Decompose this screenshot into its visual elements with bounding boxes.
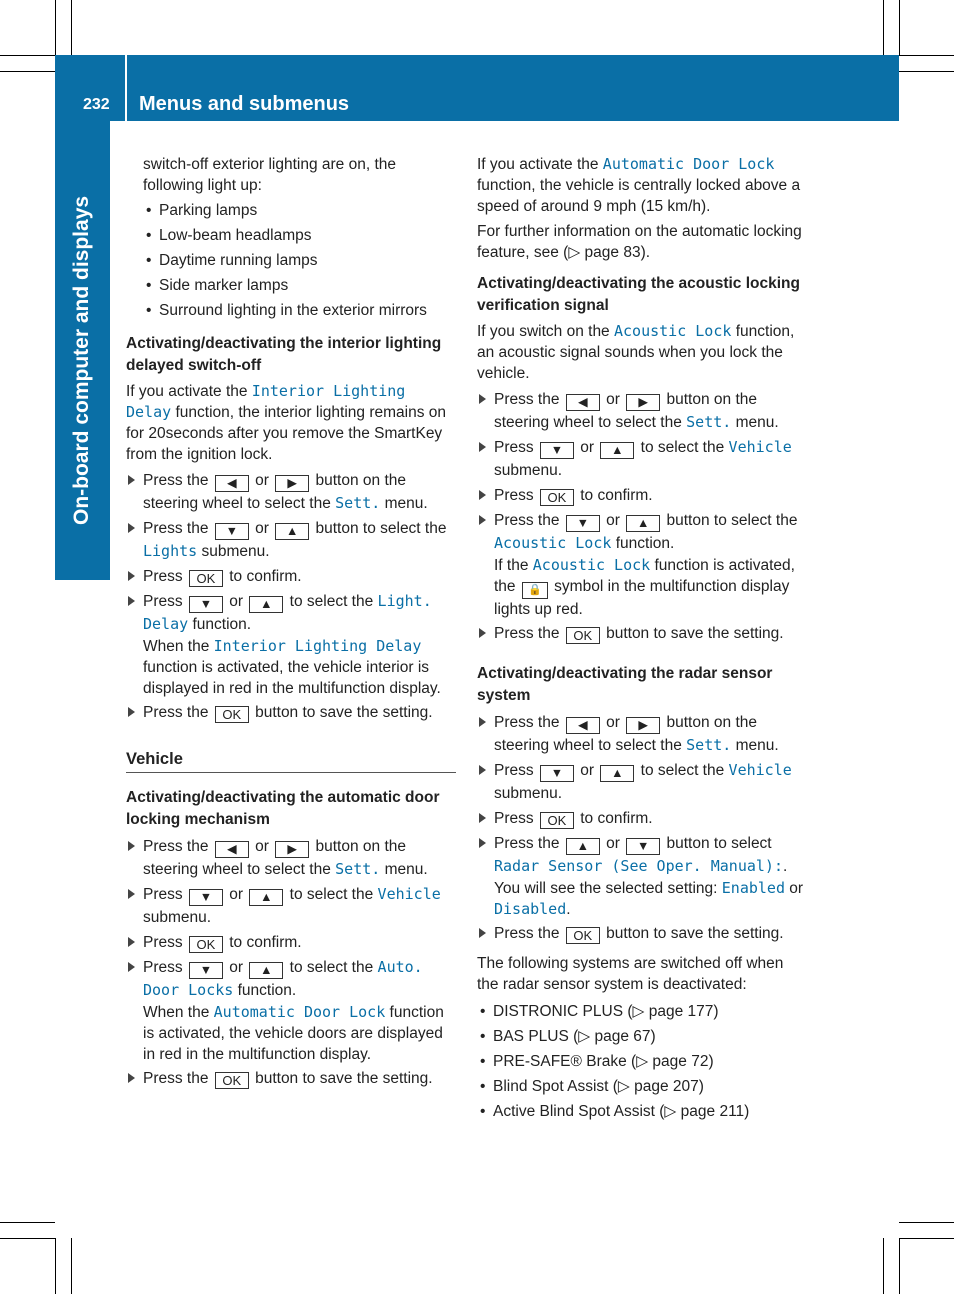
chapter-label: On-board computer and displays (70, 195, 93, 525)
menu-term: Automatic Door Lock (213, 1003, 386, 1021)
subsection-heading: Activating/deactivating the radar sensor system (477, 665, 773, 704)
instruction-step: Press ▼ or ▲ to select the Vehicle submenu. (477, 759, 809, 805)
paragraph: If you activate the Automatic Door Lock function, the vehicle is centrally locked above a speed of around 9 mph (15 km/h). (477, 155, 801, 215)
ok-key-icon: OK (189, 570, 223, 587)
list-item: • Low-beam headlamps (143, 223, 456, 248)
menu-term: Sett. (335, 494, 381, 512)
intro-text: switch-off exterior lighting are on, the following light up: (143, 156, 397, 194)
up-key-icon: ▲ (600, 442, 634, 459)
left-column (126, 154, 456, 1092)
down-key-icon: ▼ (540, 765, 574, 782)
left-key-icon: ◀ (215, 475, 249, 492)
instruction-step: Press OK to confirm. (126, 931, 456, 954)
up-key-icon: ▲ (600, 765, 634, 782)
down-key-icon: ▼ (540, 442, 574, 459)
step-arrow-icon (479, 765, 486, 775)
step-arrow-icon (479, 717, 486, 727)
crop-mark (55, 1238, 56, 1294)
menu-term: Acoustic Lock (532, 556, 651, 574)
step-arrow-icon (479, 838, 486, 848)
step-arrow-icon (128, 889, 135, 899)
instruction-step: Press the ◀ or ▶ button on the steering wheel to select the Sett. menu. (477, 711, 809, 757)
crop-mark (0, 1238, 55, 1239)
crop-mark (899, 1238, 954, 1239)
step-arrow-icon (128, 475, 135, 485)
paragraph: The following systems are switched off when the radar sensor system is deactivated: (477, 955, 784, 993)
instruction-step: Press OK to confirm. (477, 484, 809, 507)
menu-term: Automatic Door Lock (602, 155, 775, 173)
instruction-step: Press the OK button to save the setting. (126, 701, 456, 724)
instruction-step: Press the ◀ or ▶ button on the steering wheel to select the Sett. menu. (477, 388, 809, 434)
crop-mark (71, 0, 72, 55)
menu-term: Vehicle (728, 438, 792, 456)
section-heading: Vehicle (126, 748, 456, 773)
step-arrow-icon (128, 596, 135, 606)
instruction-step: Press ▼ or ▲ to select the Light. Delay function. When the Interior Lighting Delay function is activated, the vehicle interior is displayed in red in the multifunction display. (126, 590, 456, 699)
lights-list (143, 198, 456, 323)
up-key-icon: ▲ (249, 962, 283, 979)
crop-mark (71, 1238, 72, 1294)
step-arrow-icon (479, 928, 486, 938)
step-arrow-icon (479, 628, 486, 638)
up-key-icon: ▲ (249, 889, 283, 906)
instruction-step: Press ▼ or ▲ to select the Vehicle submenu. (477, 436, 809, 482)
list-item: • Daytime running lamps (143, 248, 456, 273)
step-arrow-icon (479, 813, 486, 823)
instruction-step: Press ▼ or ▲ to select the Vehicle submenu. (126, 883, 456, 929)
crop-mark (883, 0, 884, 55)
menu-term: Acoustic Lock (614, 322, 732, 340)
step-arrow-icon (128, 523, 135, 533)
step-arrow-icon (479, 442, 486, 452)
step-note: When the Automatic Door Lock function is activated, the vehicle doors are displayed in red in the multifunction display. (143, 1003, 444, 1063)
paragraph: For further information on the automatic locking feature, see (▷ page 83). (477, 223, 802, 261)
list-item: • Surround lighting in the exterior mirrors (143, 298, 456, 323)
menu-term: Interior Lighting Delay (126, 382, 406, 421)
step-note: If the Acoustic Lock function is activated, the 🔒 symbol in the multifunction display lights up red. (494, 556, 795, 618)
menu-term: Radar Sensor (See Oper. Manual): (494, 857, 783, 875)
list-item: • Side marker lamps (143, 273, 456, 298)
right-column (477, 154, 809, 1130)
menu-term: Sett. (686, 413, 732, 431)
instruction-step: Press the ◀ or ▶ button on the steering wheel to select the Sett. menu. (126, 835, 456, 881)
crop-mark (55, 0, 56, 55)
down-key-icon: ▼ (215, 523, 249, 540)
left-key-icon: ◀ (566, 394, 600, 411)
list-item: • PRE-SAFE® Brake (▷ page 72) (477, 1049, 809, 1074)
instruction-step: Press OK to confirm. (126, 565, 456, 588)
list-item: • BAS PLUS (▷ page 67) (477, 1024, 809, 1049)
crop-mark (899, 71, 954, 72)
crop-mark (883, 1238, 884, 1294)
paragraph: If you activate the Interior Lighting Delay function, the interior lighting remains on for 20seconds after you remove the SmartKey from the ignition lock. (126, 382, 447, 463)
down-key-icon: ▼ (566, 515, 600, 532)
step-arrow-icon (128, 937, 135, 947)
instruction-step: Press the ▼ or ▲ button to select the Lights submenu. (126, 517, 456, 563)
step-arrow-icon (479, 394, 486, 404)
page-number: 232 (83, 96, 110, 113)
list-item: • DISTRONIC PLUS (▷ page 177) (477, 999, 809, 1024)
crop-mark (0, 71, 55, 72)
menu-term: Auto. Door Locks (143, 958, 423, 999)
crop-mark (0, 55, 55, 56)
menu-term: Lights (143, 542, 198, 560)
menu-term: Sett. (686, 736, 732, 754)
page-header (55, 55, 899, 121)
ok-key-icon: OK (566, 627, 600, 644)
up-key-icon: ▲ (249, 596, 283, 613)
step-arrow-icon (128, 707, 135, 717)
step-arrow-icon (128, 962, 135, 972)
right-key-icon: ▶ (626, 394, 660, 411)
right-key-icon: ▶ (275, 475, 309, 492)
lock-icon: 🔒 (522, 582, 548, 599)
down-key-icon: ▼ (189, 962, 223, 979)
menu-term: Vehicle (377, 885, 441, 903)
instruction-step: Press the ▲ or ▼ button to select Radar Sensor (See Oper. Manual):. You will see the selected setting: Enabled or Disabled. (477, 832, 809, 920)
menu-term: Vehicle (728, 761, 792, 779)
step-arrow-icon (128, 841, 135, 851)
menu-term: Acoustic Lock (494, 534, 612, 552)
subsection-heading: Activating/deactivating the automatic door locking mechanism (126, 789, 440, 828)
step-arrow-icon (479, 490, 486, 500)
subsection-heading: Activating/deactivating the acoustic locking verification signal (477, 275, 800, 314)
up-key-icon: ▲ (626, 515, 660, 532)
down-key-icon: ▼ (189, 889, 223, 906)
instruction-step: Press the ▼ or ▲ button to select the Acoustic Lock function. If the Acoustic Lock function is activated, the 🔒 symbol in the multifunction display lights up red. (477, 509, 809, 620)
right-key-icon: ▶ (626, 717, 660, 734)
menu-term: Interior Lighting Delay (213, 637, 422, 655)
up-key-icon: ▲ (566, 838, 600, 855)
instruction-step: Press the OK button to save the setting. (126, 1067, 456, 1090)
crop-mark (899, 0, 900, 55)
crop-mark (899, 55, 954, 56)
left-key-icon: ◀ (215, 841, 249, 858)
list-item: • Active Blind Spot Assist (▷ page 211) (477, 1099, 809, 1124)
instruction-step: Press ▼ or ▲ to select the Auto. Door Locks function. When the Automatic Door Lock function is activated, the vehicle doors are displayed in red in the multifunction display. (126, 956, 456, 1065)
crop-mark (0, 1222, 55, 1223)
paragraph: If you switch on the Acoustic Lock function, an acoustic signal sounds when you lock the vehicle. (477, 322, 795, 382)
instruction-step: Press the ◀ or ▶ button on the steering wheel to select the Sett. menu. (126, 469, 456, 515)
ok-key-icon: OK (540, 812, 574, 829)
ok-key-icon: OK (215, 1072, 249, 1089)
up-key-icon: ▲ (275, 523, 309, 540)
ok-key-icon: OK (189, 936, 223, 953)
right-key-icon: ▶ (275, 841, 309, 858)
crop-mark (899, 1222, 954, 1223)
step-arrow-icon (479, 515, 486, 525)
list-item: • Blind Spot Assist (▷ page 207) (477, 1074, 809, 1099)
chapter-tab (55, 121, 110, 580)
systems-list (477, 999, 809, 1124)
menu-term: Enabled (721, 879, 785, 897)
ok-key-icon: OK (566, 927, 600, 944)
step-note: You will see the selected setting: Enabled or Disabled. (494, 879, 804, 918)
section-title: Menus and submenus (139, 93, 350, 115)
step-arrow-icon (128, 571, 135, 581)
instruction-step: Press the OK button to save the setting. (477, 622, 809, 645)
header-divider (125, 55, 127, 121)
list-item: • Parking lamps (143, 198, 456, 223)
step-note: When the Interior Lighting Delay function is activated, the vehicle interior is displayed in red in the multifunction display. (143, 637, 441, 697)
menu-term: Sett. (335, 860, 381, 878)
ok-key-icon: OK (215, 706, 249, 723)
menu-term: Light. Delay (143, 592, 432, 633)
instruction-step: Press OK to confirm. (477, 807, 809, 830)
crop-mark (899, 1238, 900, 1294)
step-arrow-icon (128, 1073, 135, 1083)
down-key-icon: ▼ (189, 596, 223, 613)
menu-term: Disabled (494, 900, 567, 918)
left-key-icon: ◀ (566, 717, 600, 734)
instruction-step: Press the OK button to save the setting. (477, 922, 809, 945)
ok-key-icon: OK (540, 489, 574, 506)
down-key-icon: ▼ (626, 838, 660, 855)
subsection-heading: Activating/deactivating the interior lighting delayed switch-off (126, 335, 442, 374)
